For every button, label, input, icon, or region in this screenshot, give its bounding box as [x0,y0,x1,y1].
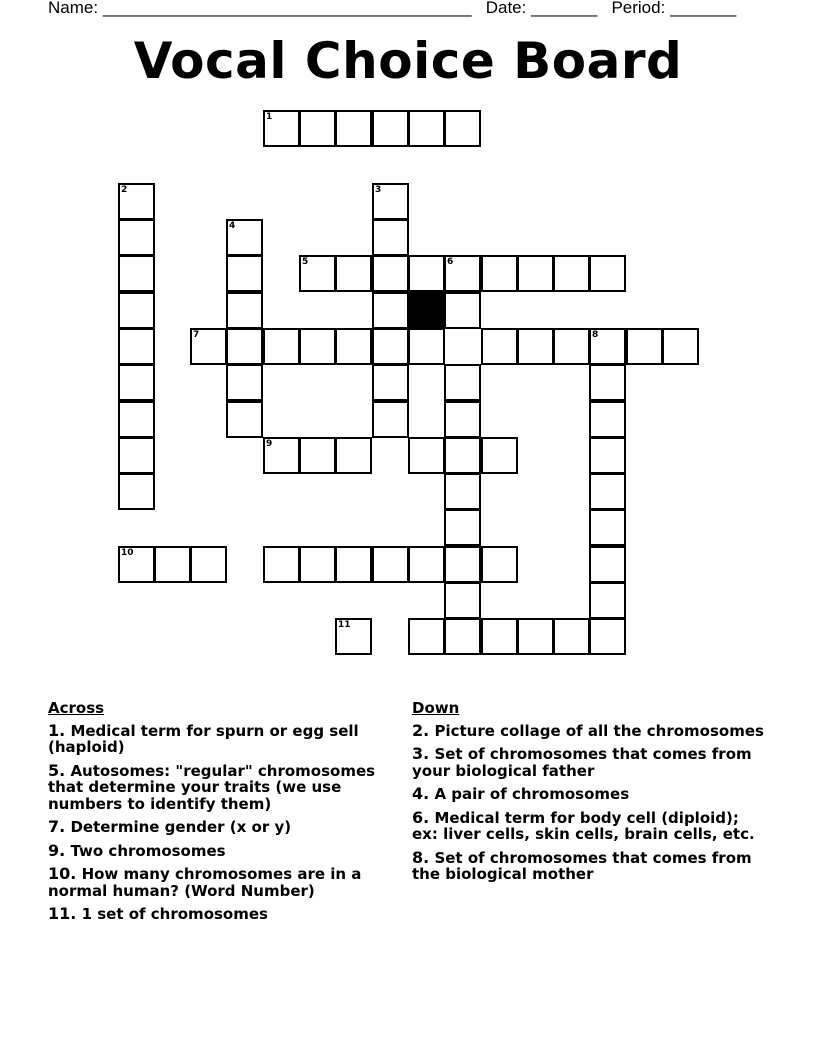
clue-number-label: 8 [592,330,599,340]
clue-across-9 [48,840,403,860]
clue-text: Set of chromosomes that comes from the biological mother [412,848,752,883]
grid-cell[interactable] [118,328,155,365]
grid-cell[interactable] [517,255,554,292]
clue-number: 6. [412,807,430,827]
grid-cell[interactable] [118,437,155,474]
clue-number-label: 5 [302,257,309,267]
clue-text: Determine gender (x or y) [70,818,292,836]
grid-cell[interactable] [335,618,372,655]
grid-cell[interactable] [444,364,481,401]
grid-cell[interactable] [662,328,699,365]
clue-number: 2. [412,720,430,740]
grid-cell[interactable] [372,292,409,329]
grid-cell[interactable] [226,401,263,438]
grid-cell[interactable] [408,546,445,583]
grid-cell[interactable] [372,183,409,220]
grid-cell[interactable] [553,255,590,292]
grid-cell[interactable] [263,437,300,474]
across-clues [48,700,403,930]
period-field[interactable]: _______ [670,0,737,17]
grid-cell[interactable] [444,110,481,147]
grid-cell[interactable] [299,255,336,292]
grid-cell[interactable] [589,255,626,292]
name-label: Name: [48,0,99,17]
grid-cell[interactable] [372,401,409,438]
grid-cell[interactable] [118,255,155,292]
down-heading: Down [412,699,460,717]
grid-cell[interactable] [589,546,626,583]
grid-cell[interactable] [481,328,518,365]
clue-down-2 [412,720,767,740]
grid-cell[interactable] [190,546,227,583]
grid-cell[interactable] [118,473,155,510]
grid-cell[interactable] [589,618,626,655]
grid-cell[interactable] [553,618,590,655]
clue-number-label: 4 [229,221,236,231]
grid-cell[interactable] [372,219,409,256]
grid-cell[interactable] [589,509,626,546]
grid-cell[interactable] [444,546,481,583]
clue-number: 7. [48,817,66,836]
grid-cell[interactable] [517,328,554,365]
grid-cell[interactable] [481,437,518,474]
clue-number: 9. [48,840,66,860]
clue-across-7 [48,819,403,836]
grid-cell[interactable] [226,255,263,292]
clue-down-3 [412,746,767,779]
grid-cell[interactable] [118,364,155,401]
grid-cell[interactable] [335,110,372,147]
grid-cell[interactable] [372,328,409,365]
date-label: Date: [485,0,527,17]
grid-cell[interactable] [589,582,626,619]
grid-cell[interactable] [481,618,518,655]
clue-number-label: 9 [266,439,273,449]
grid-cell[interactable] [372,255,409,292]
grid-cell[interactable] [444,255,481,292]
grid-cell[interactable] [408,255,445,292]
grid-cell[interactable] [299,110,336,147]
grid-cell[interactable] [263,110,300,147]
grid-cell[interactable] [118,292,155,329]
grid-cell[interactable] [444,437,481,474]
clue-number: 8. [412,847,430,867]
page-title: Vocal Choice Board [133,32,683,90]
grid-cell[interactable] [335,255,372,292]
grid-cell[interactable] [335,437,372,474]
grid-cell[interactable] [190,328,227,365]
grid-cell[interactable] [299,546,336,583]
clue-text: Medical term for spurn or egg sell (haploid) [48,721,359,756]
grid-cell[interactable] [408,618,445,655]
clue-down-8 [412,847,767,883]
grid-cell[interactable] [226,219,263,256]
grid-cell[interactable] [517,618,554,655]
clue-text: Two chromosomes [70,841,226,860]
grid-cell[interactable] [444,473,481,510]
grid-cell[interactable] [444,401,481,438]
clue-number-label: 10 [121,548,134,558]
grid-cell[interactable] [626,328,663,365]
grid-cell[interactable] [118,401,155,438]
grid-cell[interactable] [372,364,409,401]
clue-down-6 [412,807,767,843]
clue-across-5 [48,760,403,813]
grid-cell[interactable] [408,328,445,365]
clue-number: 3. [412,744,430,763]
grid-cell[interactable] [372,110,409,147]
clue-text: Picture collage of all the chromosomes [434,721,764,740]
clue-down-4 [412,786,767,803]
clue-number-label: 3 [375,185,382,195]
grid-cell[interactable] [444,509,481,546]
grid-cell[interactable] [408,437,445,474]
grid-cell[interactable] [444,582,481,619]
grid-cell[interactable] [589,364,626,401]
name-field[interactable]: _______________________________________ [102,0,472,17]
clue-number: 5. [48,760,66,780]
shaded-cell [408,292,445,329]
clue-text: How many chromosomes are in a normal human? (Word Number) [48,865,362,900]
clue-number-label: 1 [266,112,273,122]
grid-cell[interactable] [589,473,626,510]
grid-cell[interactable] [118,183,155,220]
grid-cell[interactable] [372,546,409,583]
grid-cell[interactable] [118,219,155,256]
across-heading: Across [48,699,105,717]
clue-text: Autosomes: "regular" chromosomes that determine your traits (we use numbers to identify them) [48,761,376,813]
clue-text: A pair of chromosomes [434,785,630,803]
down-clues [412,700,767,890]
grid-cell[interactable] [553,328,590,365]
grid-cell[interactable] [299,328,336,365]
grid-cell[interactable] [335,328,372,365]
clue-text: Medical term for body cell (diploid); ex: liver cells, skin cells, brain cells, etc. [412,808,755,843]
grid-cell[interactable] [226,328,263,365]
clue-across-11 [48,906,403,923]
grid-cell[interactable] [263,546,300,583]
grid-cell[interactable] [481,546,518,583]
period-label: Period: [611,0,666,17]
clue-number-label: 11 [338,620,351,630]
grid-cell[interactable] [589,437,626,474]
grid-cell[interactable] [263,328,300,365]
date-field[interactable]: _______ [531,0,598,17]
clue-across-1 [48,720,403,756]
grid-cell[interactable] [481,255,518,292]
grid-cell[interactable] [226,364,263,401]
grid-cell[interactable] [226,292,263,329]
grid-cell[interactable] [444,292,481,329]
clue-text: 1 set of chromosomes [81,905,268,923]
grid-cell[interactable] [154,546,191,583]
clue-number: 10. [48,864,77,883]
clue-number-label: 2 [121,185,128,195]
clue-across-10 [48,866,403,899]
grid-cell[interactable] [118,546,155,583]
grid-cell[interactable] [589,328,626,365]
grid-cell[interactable] [444,618,481,655]
clue-number-label: 7 [193,330,200,340]
clue-number-label: 6 [447,257,454,267]
clue-text: Set of chromosomes that comes from your biological father [412,745,752,780]
clue-number: 4. [412,784,430,803]
clue-number: 1. [48,720,66,740]
clue-number: 11. [48,904,77,923]
grid-cell[interactable] [335,546,372,583]
grid-cell[interactable] [589,401,626,438]
grid-cell[interactable] [408,110,445,147]
grid-cell[interactable] [299,437,336,474]
